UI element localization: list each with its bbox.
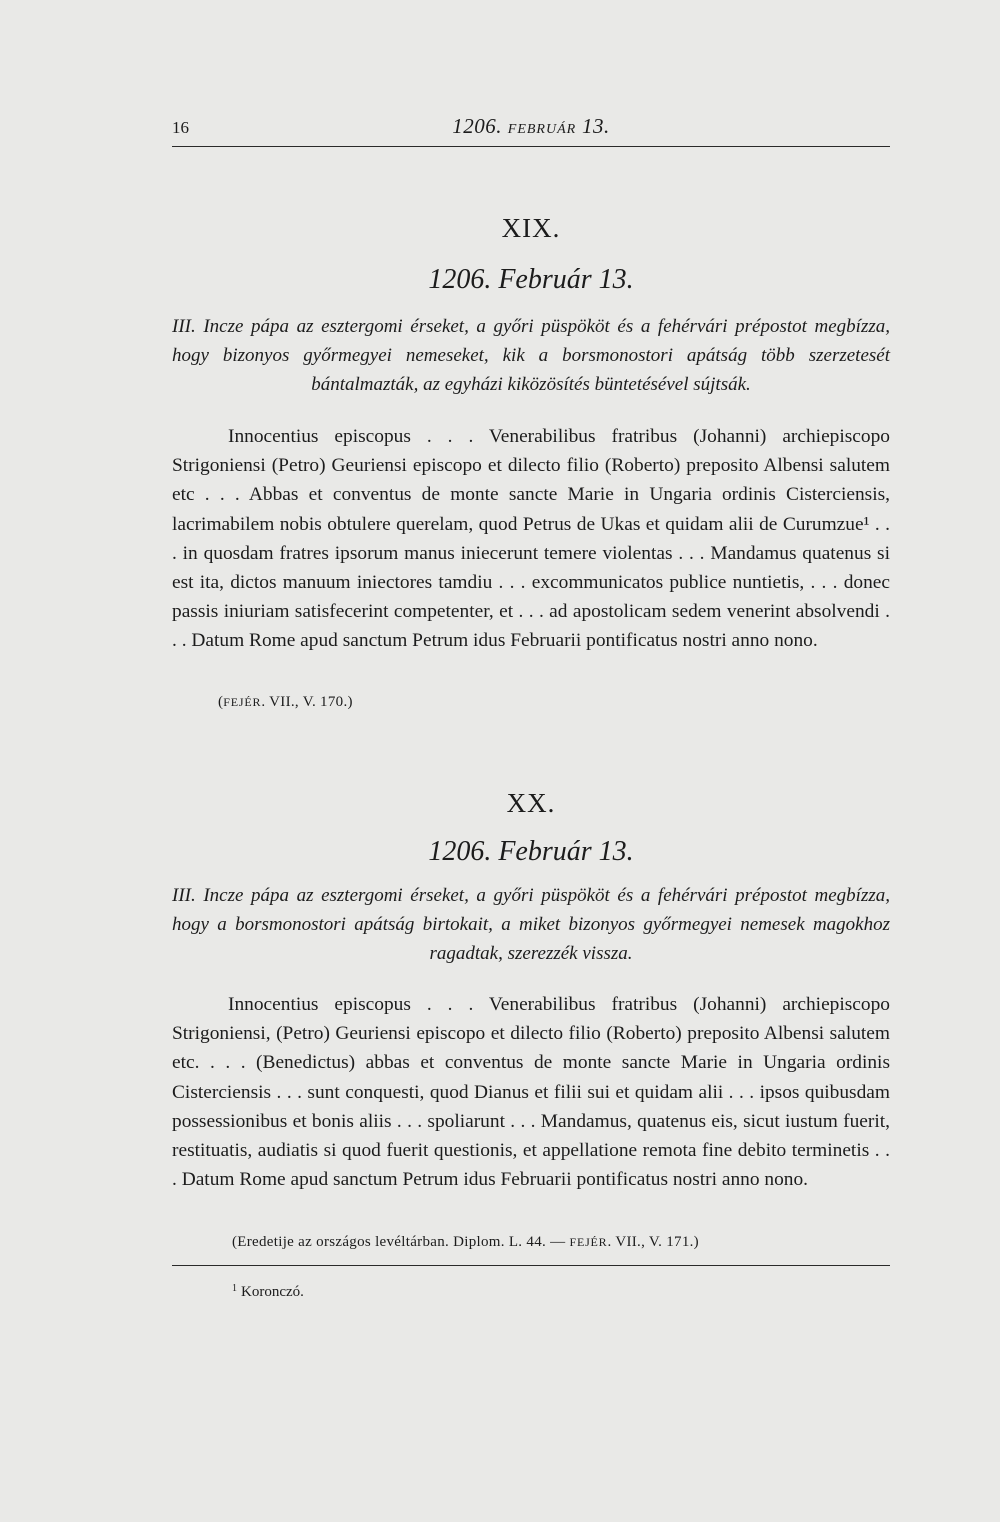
document-date: 1206. Február 13. (428, 836, 634, 867)
source-author: FEJÉR (223, 695, 262, 709)
document-text: Innocentius episcopus . . . Venerabilibus fratribus (Johanni) archiepiscopo Strigoniensi (Petro) Geuriensi episcopo et dilecto filio (Roberto) preposito Albensi salutem etc . . . Abbas et conventus de monte sancte Marie in Ungaria ordinis Cisterciensis, lacrimabilem nobis obtulere querelam, quod Petrus de Ukas et quidam alii de Curumzue¹ . . . in quosdam fratres ipsorum manus iniecerunt temere violentas . . . Mandamus quatenus si est ita, dictos manuum iniectores tamdiu . . . excommunicatos publice nuntietis, . . . donec passis iniuriam satisfecerint competenter, et . . . ad apostolicam sedem venerint absolvendi . . . Datum Rome apud sanctum Petrum idus Februarii pontificatus nostri anno nono. (172, 426, 890, 652)
document-source: (FEJÉR. VII., V. 170.) (218, 694, 353, 710)
document-text: Innocentius episcopus . . . Venerabilibus fratribus (Johanni) archiepiscopo Strigoniensi, (Petro) Geuriensi episcopo et dilecto filio (Roberto) preposito Albensi salutem etc. . . . (Benedictus) abbas et conventus de monte sancte Marie in Ungaria ordinis Cisterciensis . . . sunt conquesti, quod Dianus et filii sui et quidam alii . . . ipsos quibusdam possessionibus et bonis aliis . . . spoliarunt . . . Mandamus, quatenus eis, sicut iustum fuerit, restituatis, audiatis si quod fuerit questionis, et appellatione remota fine debito terminetis . . . Datum Rome apud sanctum Petrum idus Februarii pontificatus nostri anno nono. (172, 994, 890, 1191)
footnote (232, 1283, 304, 1301)
running-title-day: 13. (581, 114, 610, 138)
running-title-year: 1206. (452, 114, 503, 138)
source-author: FEJÉR (569, 1235, 608, 1249)
document-number: XX. (506, 788, 556, 818)
document-source: (Eredetije az országos levéltárban. Diplom. L. 44. — FEJÉR. VII., V. 171.) (232, 1234, 699, 1250)
running-title (172, 114, 890, 139)
document-date: 1206. Február 13. (428, 264, 634, 295)
header-rule (172, 146, 890, 147)
document-number: XIX. (501, 213, 561, 243)
footnote-text: Koronczó. (241, 1284, 304, 1300)
page-number: 16 (172, 118, 189, 137)
document-regest: III. Incze pápa az esztergomi érseket, a győri püspököt és a fehérvári prépostot megbízza, hogy a borsmonostori apátság birtokait, a miket bizonyos győrmegyei nemesek magokhoz ragadtak, szerezzék vissza. (172, 885, 890, 964)
document-regest: III. Incze pápa az esztergomi érseket, a győri püspököt és a fehérvári prépostot megbízza, hogy bizonyos győrmegyei nemeseket, kik a borsmonostori apátság több szerzetesét bántalmazták, az egyházi kiközösítés büntetésével sújtsák. (172, 316, 890, 395)
running-head (172, 112, 890, 148)
footnote-marker: 1 (232, 1283, 237, 1294)
footnote-rule (172, 1265, 890, 1266)
running-title-month: FEBRUÁR (507, 122, 577, 137)
